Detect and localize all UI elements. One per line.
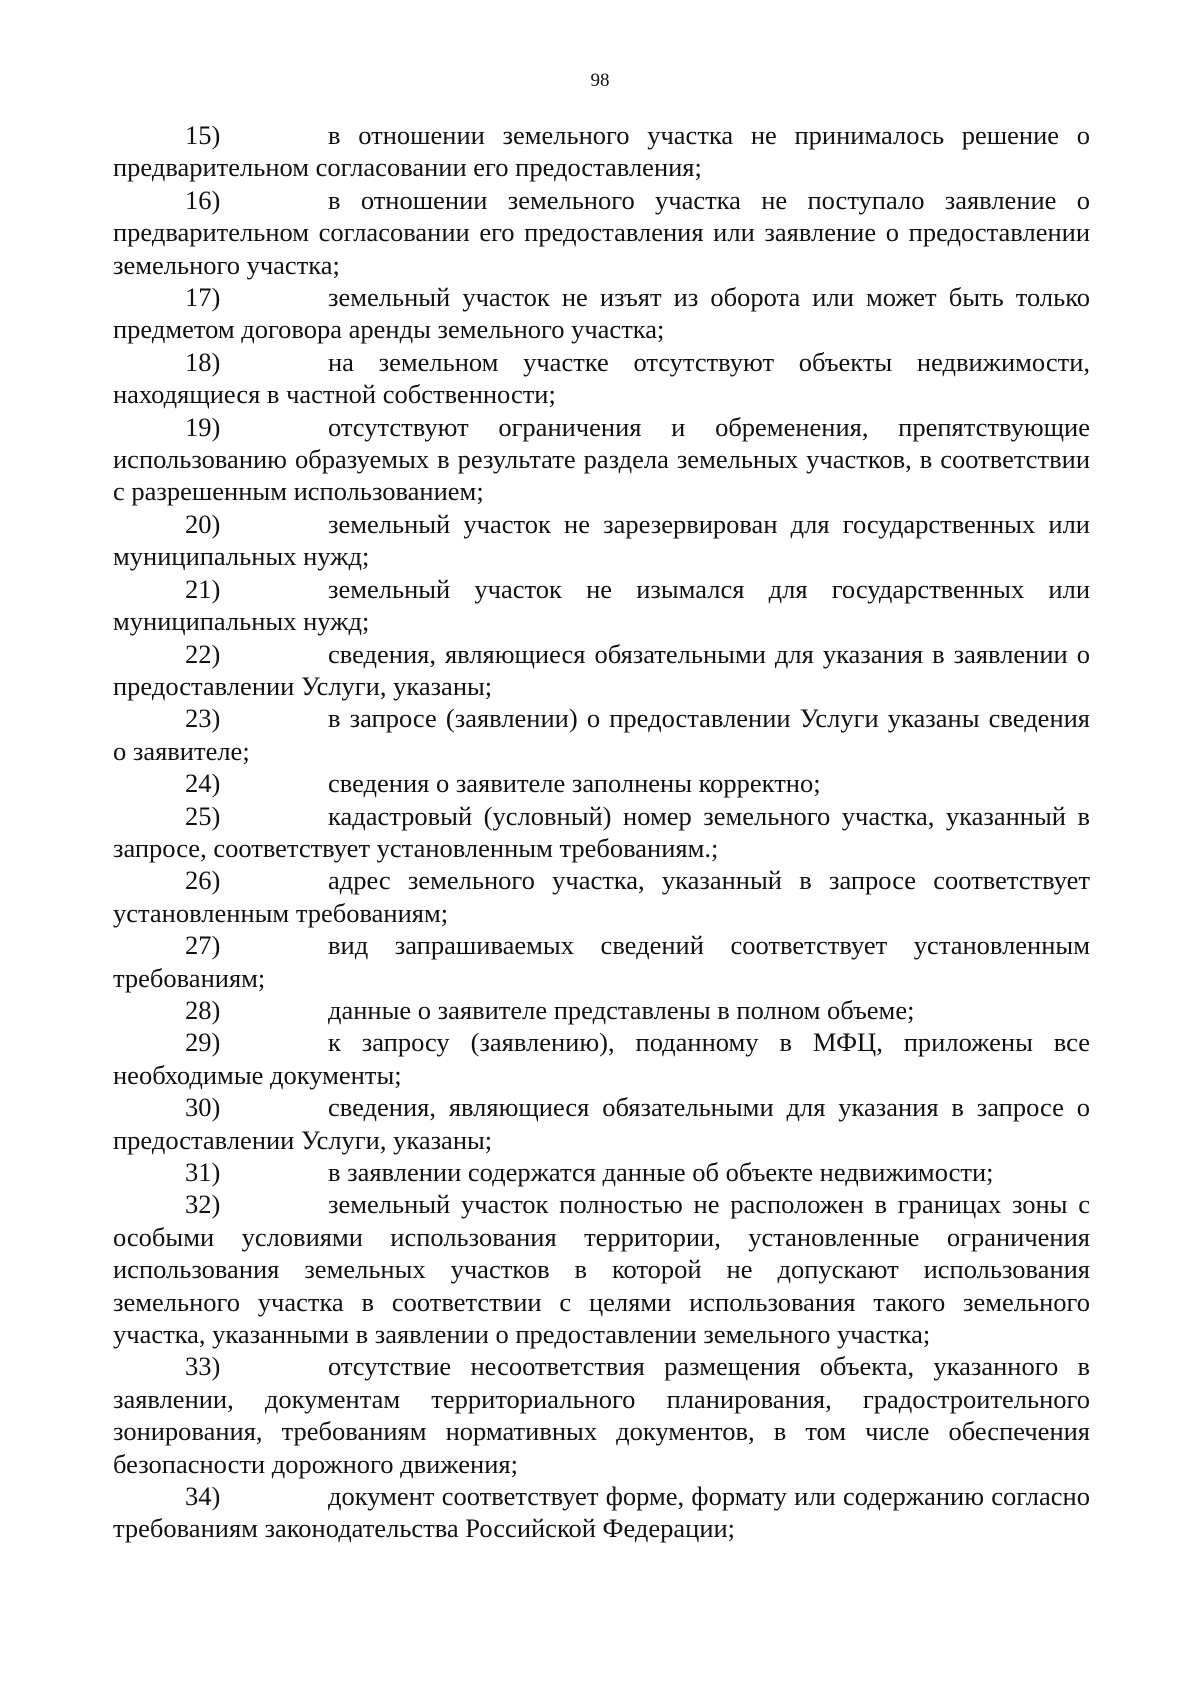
item-text: в отношении земельного участка не принималось решение о предварительном согласовании его предоставления; <box>113 120 1090 183</box>
item-number: 29) <box>185 1027 221 1058</box>
item-number: 20) <box>185 508 221 539</box>
list-item <box>113 281 1090 346</box>
list-item <box>113 702 1090 767</box>
item-number: 32) <box>185 1189 221 1220</box>
list-item <box>113 1350 1090 1480</box>
item-text: отсутствие несоответствия размещения объекта, указанного в заявлении, документам территориального планирования, градостроительного зонирования, требованиям нормативных документов, в том числе обеспечения безопасности дорожного движения; <box>113 1351 1090 1479</box>
item-number: 18) <box>185 346 221 377</box>
item-number: 16) <box>185 184 221 215</box>
item-text: отсутствуют ограничения и обременения, препятствующие использованию образуемых в результате раздела земельных участков, в соответствии с разрешенным использованием; <box>113 411 1090 507</box>
item-text: вид запрашиваемых сведений соответствует установленным требованиям; <box>113 930 1090 993</box>
item-number: 25) <box>185 800 221 831</box>
item-text: сведения, являющиеся обязательными для указания в заявлении о предоставлении Услуги, указаны; <box>113 638 1090 701</box>
item-number: 22) <box>185 638 221 669</box>
list-item <box>113 1480 1090 1545</box>
item-text: земельный участок полностью не расположен в границах зоны с особыми условиями использования территории, установленные ограничения использования земельных участков в которой не допускают использования земельного участка в соответствии с целями использования такого земельного участка, указанными в заявлении о предоставлении земельного участка; <box>113 1189 1090 1350</box>
item-text: к запросу (заявлению), поданному в МФЦ, приложены все необходимые документы; <box>113 1027 1090 1090</box>
item-text: в запросе (заявлении) о предоставлении Услуги указаны сведения о заявителе; <box>113 703 1090 766</box>
item-number: 17) <box>185 282 221 313</box>
list-item <box>113 864 1090 929</box>
item-number: 27) <box>185 930 221 961</box>
list-item <box>113 994 1090 1026</box>
item-text: земельный участок не зарезервирован для государственных или муниципальных нужд; <box>113 508 1090 572</box>
item-number: 15) <box>185 120 221 150</box>
list-item <box>113 1091 1090 1156</box>
list-item <box>113 1188 1090 1350</box>
list-item <box>113 119 1090 184</box>
item-number: 21) <box>185 573 221 604</box>
list-item <box>113 800 1090 865</box>
list-item <box>113 929 1090 994</box>
list-item <box>113 573 1090 638</box>
list-item <box>113 411 1090 508</box>
requirements-list <box>113 119 1090 1545</box>
item-text: на земельном участке отсутствуют объекты недвижимости, находящиеся в частной собственности; <box>113 346 1090 410</box>
item-text: документ соответствует форме, формату или содержанию согласно требованиям законодательства Российской Федерации; <box>113 1481 1090 1544</box>
list-item <box>113 184 1090 281</box>
item-number: 19) <box>185 411 221 442</box>
item-text: в заявлении содержатся данные об объекте недвижимости; <box>328 1157 994 1187</box>
item-number: 31) <box>185 1157 221 1187</box>
item-text: земельный участок не изъят из оборота или может быть только предметом договора аренды земельного участка; <box>113 282 1090 345</box>
item-number: 23) <box>185 703 221 734</box>
item-number: 30) <box>185 1092 221 1123</box>
item-text: земельный участок не изымался для государственных или муниципальных нужд; <box>113 573 1090 637</box>
item-number: 33) <box>185 1351 221 1382</box>
item-number: 34) <box>185 1481 221 1512</box>
item-number: 26) <box>185 865 221 896</box>
list-item <box>113 1026 1090 1091</box>
item-text: данные о заявителе представлены в полном объеме; <box>328 994 915 1025</box>
item-text: кадастровый (условный) номер земельного участка, указанный в запросе, соответствует установленным требованиям.; <box>113 800 1090 863</box>
item-number: 24) <box>185 768 221 799</box>
list-item <box>113 638 1090 703</box>
item-text: сведения, являющиеся обязательными для указания в запросе о предоставлении Услуги, указаны; <box>113 1092 1090 1155</box>
list-item <box>113 1156 1090 1188</box>
item-text: сведения о заявителе заполнены корректно; <box>328 768 821 799</box>
item-text: адрес земельного участка, указанный в запросе соответствует установленным требованиям; <box>113 865 1090 928</box>
list-item <box>113 346 1090 411</box>
item-text: в отношении земельного участка не поступало заявление о предварительном согласовании его предоставления или заявление о предоставлении земельного участка; <box>113 184 1090 280</box>
item-number: 28) <box>185 994 221 1025</box>
list-item <box>113 767 1090 799</box>
list-item <box>113 508 1090 573</box>
page-number: 98 <box>590 70 610 91</box>
